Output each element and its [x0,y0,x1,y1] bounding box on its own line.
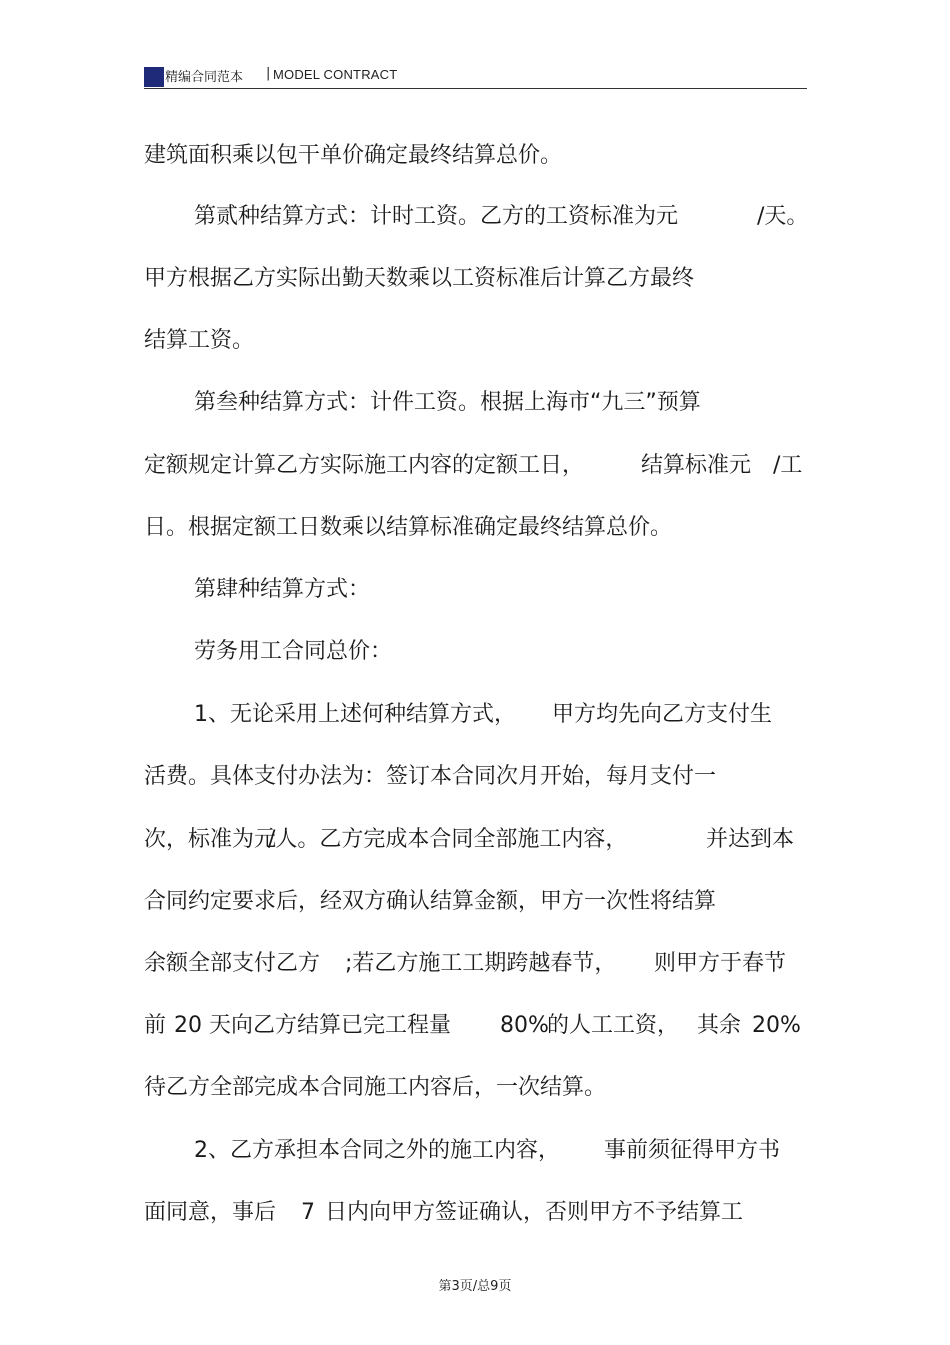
text-segment: 第贰种结算方式：计时工资。乙方的工资标准为元 [194,204,679,229]
header-tag: MODEL CONTRACT [273,67,398,82]
text-line [0,388,950,418]
text-segment: 甲方均先向乙方支付生 [552,702,773,727]
text-segment: 第肆种结算方式： [194,577,371,602]
text-line [0,1011,950,1041]
text-line [0,1198,950,1228]
text-segment: 建筑面积乘以包干单价确定最终结算总价。 [144,143,563,168]
text-segment: 20 [174,1013,202,1038]
text-segment: 并达到本 [706,827,795,852]
header-brand: 精编合同范本 [165,70,244,85]
text-segment: 80% [500,1013,549,1038]
text-segment: 甲方根据乙方实际出勤天数乘以工资标准后计算乙方最终 [144,266,695,291]
text-segment: 结算工资。 [144,328,255,353]
text-segment: 前 [144,1013,167,1038]
text-segment: 则甲方于春节 [654,951,787,976]
text-segment: 结算标准元 [641,453,752,478]
text-segment: 合同约定要求后，经双方确认结算金额，甲方一次性将结算 [144,889,717,914]
text-segment: 20% [752,1013,801,1038]
text-line [0,637,950,667]
text-segment: 日。根据定额工日数乘以结算标准确定最终结算总价。 [144,515,673,540]
text-segment: 事前须征得甲方书 [604,1138,781,1163]
text-segment: /人。乙方完成本合同全部施工内容， [268,827,628,852]
text-line [0,887,950,917]
text-line [0,326,950,356]
text-segment: 待乙方全部完成本合同施工内容后，一次结算。 [144,1075,607,1100]
header-separator: | [266,66,271,81]
text-line [0,825,950,855]
text-line [0,451,950,481]
text-segment: 日内向甲方签证确认，否则甲方不予结算工 [325,1200,744,1225]
text-line [0,700,950,730]
text-line [0,1136,950,1166]
header-rule [144,88,807,89]
text-line [0,762,950,792]
brand-logo-icon [144,67,164,87]
text-segment: /工 [773,453,803,478]
text-line [0,202,950,232]
text-segment: 2、乙方承担本合同之外的施工内容， [194,1138,560,1163]
text-line [0,949,950,979]
text-line [0,1073,950,1103]
text-segment: 活费。具体支付办法为：签订本合同次月开始，每月支付一 [144,764,717,789]
text-segment: /天。 [757,204,809,229]
text-line [0,141,950,171]
text-segment: 其余 [697,1013,742,1038]
page-header [144,64,807,90]
text-segment: 余额全部支付乙方 [144,951,321,976]
text-segment: 面同意，事后 [144,1200,277,1225]
text-segment: 定额规定计算乙方实际施工内容的定额工日， [144,453,585,478]
text-line [0,575,950,605]
text-line [0,513,950,543]
text-segment: 天向乙方结算已完工程量 [209,1013,452,1038]
text-segment: 1、无论采用上述何种结算方式， [194,702,516,727]
text-segment: 7 [301,1200,315,1225]
text-segment: 的人工工资， [547,1013,680,1038]
text-segment: 次，标准为元 [144,827,277,852]
text-segment: 第叁种结算方式：计件工资。根据上海市“九三”预算 [194,390,701,415]
text-segment: 劳务用工合同总价： [194,639,393,664]
page-footer: 第3页/总9页 [438,1279,512,1294]
text-segment: ;若乙方施工工期跨越春节， [345,951,617,976]
text-line [0,264,950,294]
